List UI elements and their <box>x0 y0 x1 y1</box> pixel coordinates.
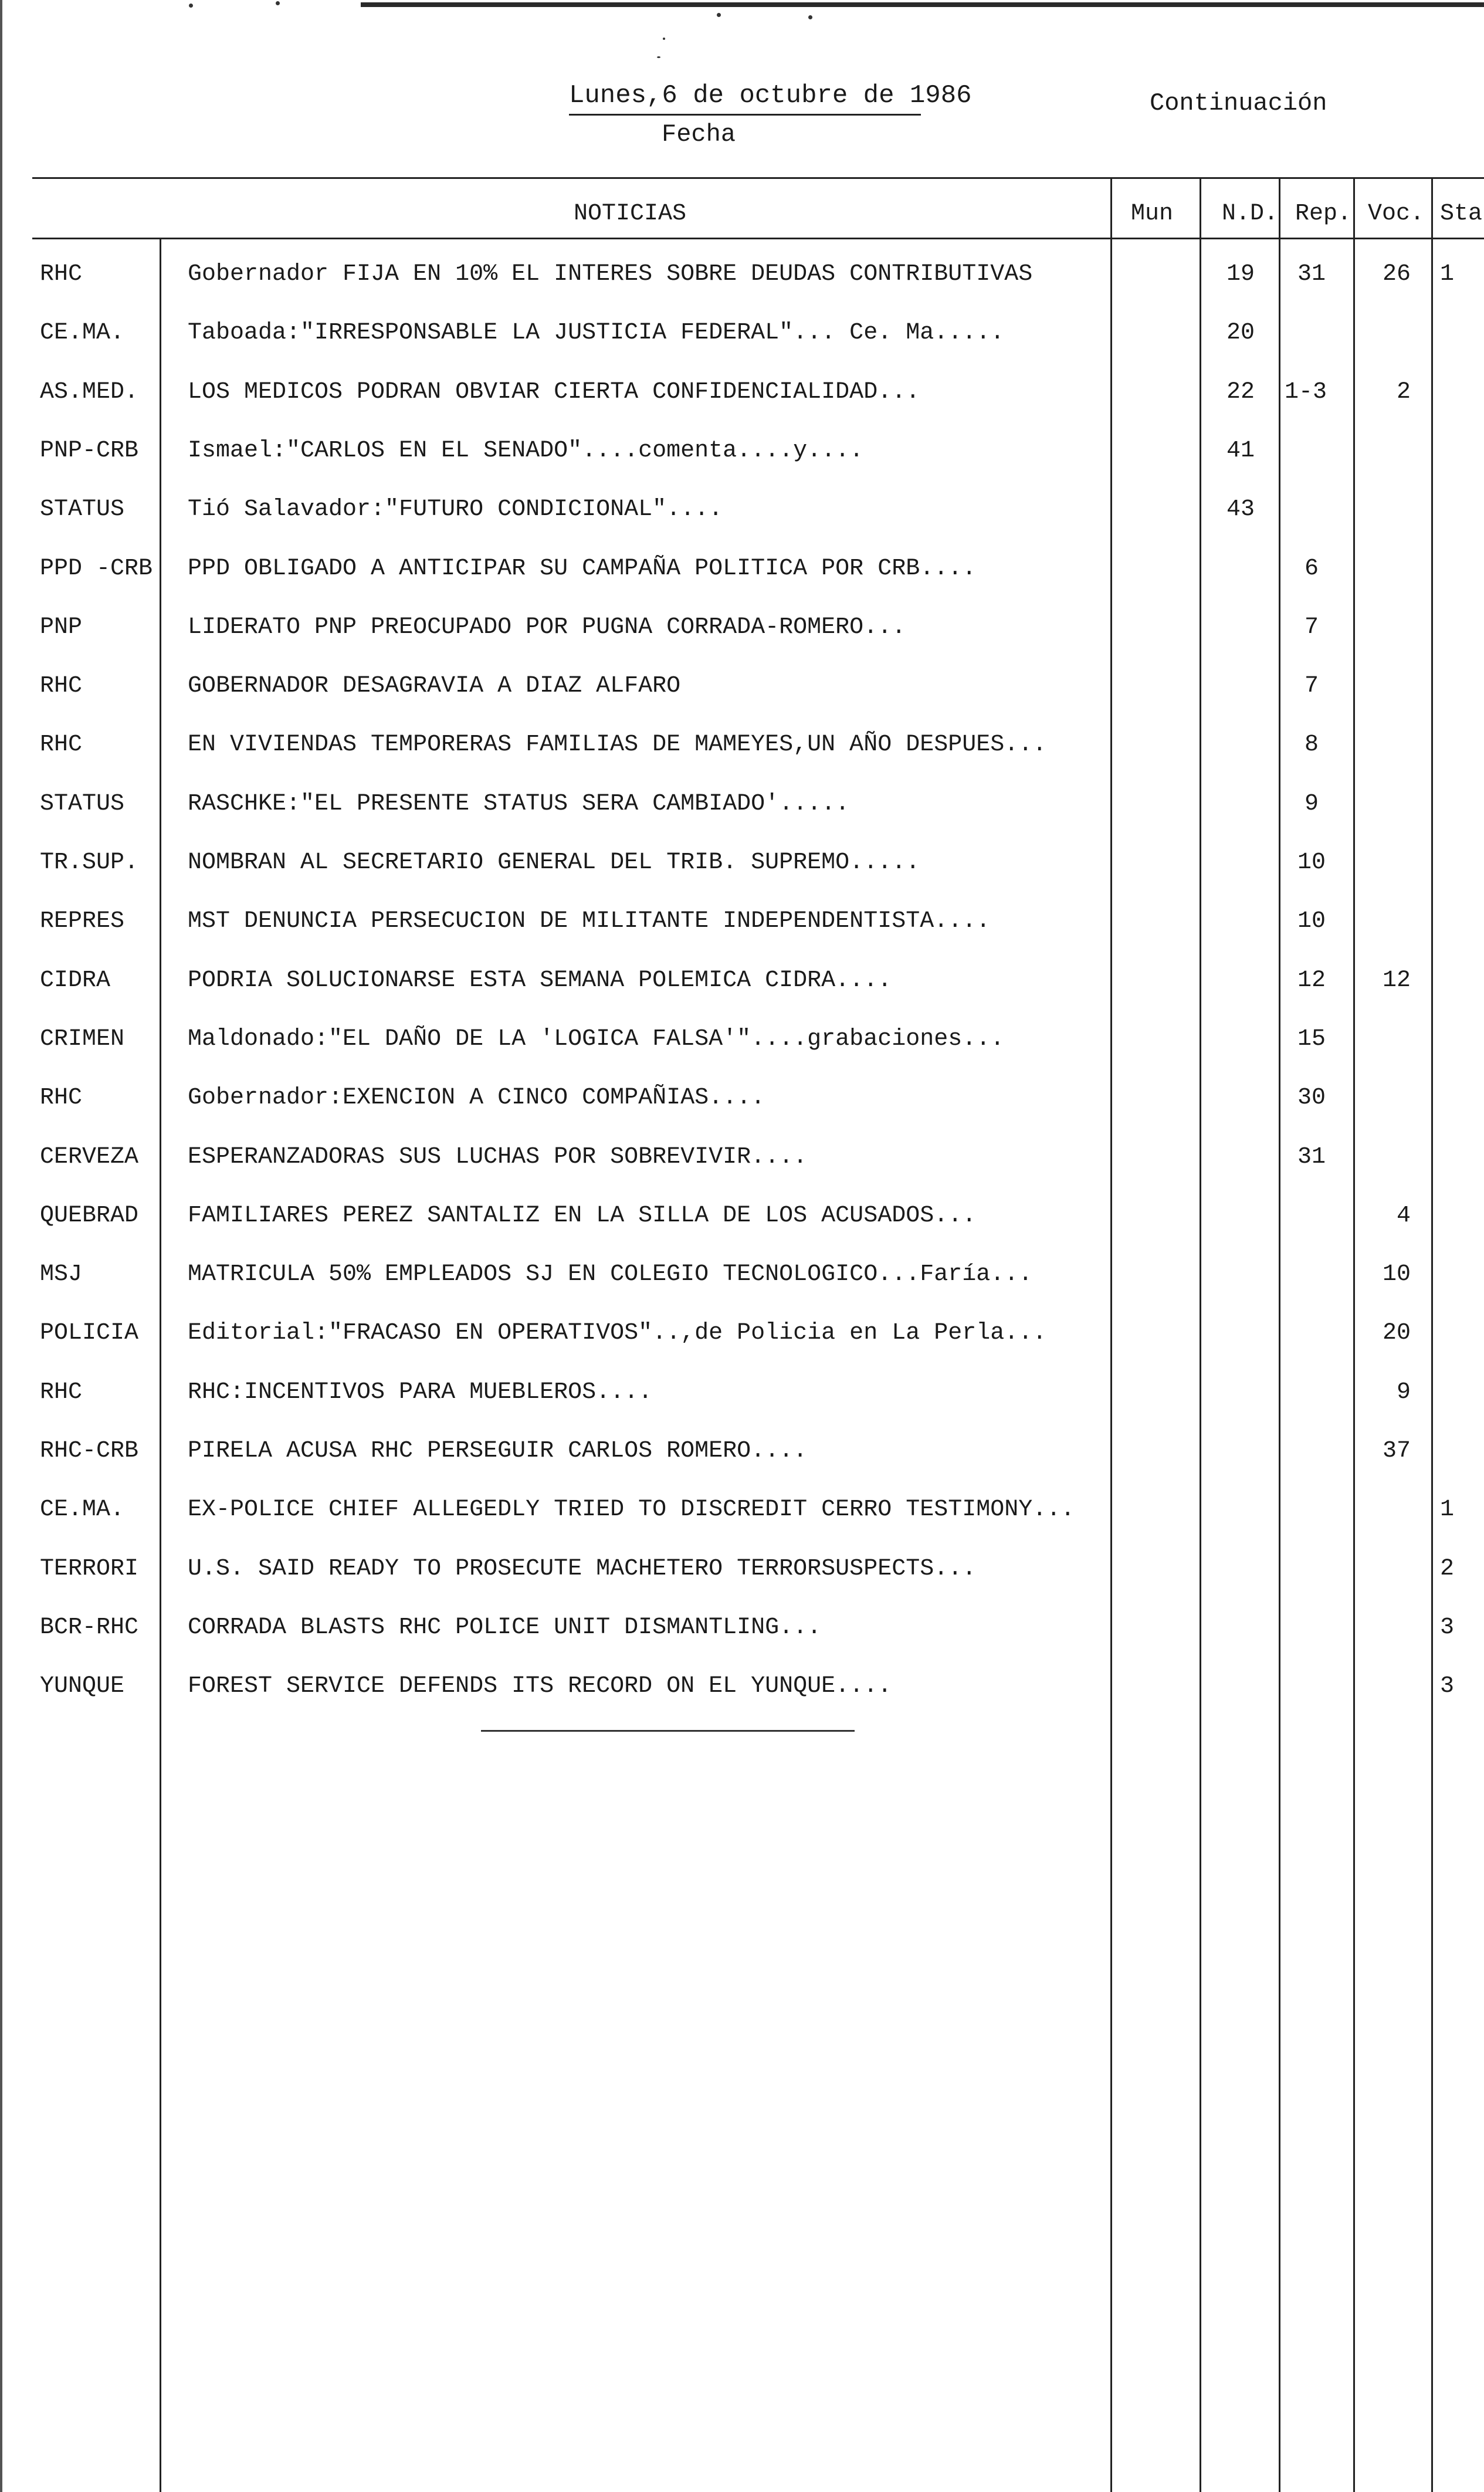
row-nd-value: 20 <box>1226 320 1255 346</box>
row-category: PNP <box>40 614 83 641</box>
mun-column-divider <box>1110 177 1112 2492</box>
row-category: RHC <box>40 261 83 287</box>
date-underline <box>569 114 921 116</box>
row-headline: Tió Salavador:"FUTURO CONDICIONAL".... <box>188 496 723 523</box>
row-headline: Ismael:"CARLOS EN EL SENADO"....comenta....y.... <box>188 438 864 464</box>
row-voc-value: 12 <box>1382 967 1411 994</box>
row-voc-value: 20 <box>1382 1320 1411 1346</box>
row-headline: PODRIA SOLUCIONARSE ESTA SEMANA POLEMICA CIDRA.... <box>188 967 892 994</box>
row-rep-value: 1-3 <box>1285 379 1327 405</box>
row-category: RHC <box>40 1085 83 1111</box>
row-sta-value: 3 <box>1440 1614 1455 1641</box>
row-headline: LIDERATO PNP PREOCUPADO POR PUGNA CORRADA-ROMERO... <box>188 614 906 641</box>
row-sta-value: 2 <box>1440 1556 1455 1582</box>
row-headline: ESPERANZADORAS SUS LUCHAS POR SOBREVIVIR.... <box>188 1144 808 1170</box>
row-headline: EX-POLICE CHIEF ALLEGEDLY TRIED TO DISCREDIT CERRO TESTIMONY... <box>188 1496 1075 1523</box>
left-edge-rule <box>0 0 2 2492</box>
row-nd-value: 19 <box>1226 261 1255 287</box>
scan-speck <box>717 13 721 17</box>
row-category: CE.MA. <box>40 1496 125 1523</box>
row-rep-value: 31 <box>1297 261 1326 287</box>
row-rep-value: 10 <box>1297 849 1326 876</box>
row-rep-value: 7 <box>1304 614 1319 641</box>
row-headline: CORRADA BLASTS RHC POLICE UNIT DISMANTLING... <box>188 1614 822 1641</box>
row-rep-value: 6 <box>1304 556 1319 582</box>
row-rep-value: 9 <box>1304 791 1319 817</box>
row-voc-value: 10 <box>1382 1261 1411 1288</box>
scan-speck <box>657 56 660 58</box>
column-header-nd: N.D. <box>1222 201 1279 227</box>
row-category: RHC-CRB <box>40 1438 139 1464</box>
row-category: AS.MED. <box>40 379 139 405</box>
row-category: CERVEZA <box>40 1144 139 1170</box>
row-nd-value: 22 <box>1226 379 1255 405</box>
row-voc-value: 2 <box>1396 379 1411 405</box>
row-sta-value: 1 <box>1440 261 1455 287</box>
scan-speck <box>663 38 665 40</box>
row-headline: NOMBRAN AL SECRETARIO GENERAL DEL TRIB. SUPREMO..... <box>188 849 920 876</box>
row-rep-value: 10 <box>1297 908 1326 934</box>
row-rep-value: 7 <box>1304 673 1319 699</box>
row-rep-value: 30 <box>1297 1085 1326 1111</box>
row-headline: RHC:INCENTIVOS PARA MUEBLEROS.... <box>188 1379 653 1406</box>
row-category: CE.MA. <box>40 320 125 346</box>
end-of-list-rule <box>481 1730 855 1732</box>
row-voc-value: 9 <box>1396 1379 1411 1406</box>
row-category: RHC <box>40 732 83 758</box>
row-category: PNP-CRB <box>40 438 139 464</box>
report-date: Lunes,6 de octubre de 1986 <box>569 81 972 110</box>
row-nd-value: 41 <box>1226 438 1255 464</box>
scan-speck <box>276 1 280 5</box>
row-headline: MATRICULA 50% EMPLEADOS SJ EN COLEGIO TECNOLOGICO...Faría... <box>188 1261 1033 1288</box>
row-category: POLICIA <box>40 1320 139 1346</box>
column-header-rep: Rep. <box>1295 201 1352 227</box>
row-headline: MST DENUNCIA PERSECUCION DE MILITANTE INDEPENDENTISTA.... <box>188 908 991 934</box>
rep-column-divider <box>1279 177 1280 2492</box>
row-headline: FAMILIARES PEREZ SANTALIZ EN LA SILLA DE LOS ACUSADOS... <box>188 1203 977 1229</box>
row-category: TERRORI <box>40 1556 139 1582</box>
row-category: PPD -CRB <box>40 556 153 582</box>
row-category: RHC <box>40 673 83 699</box>
row-category: BCR-RHC <box>40 1614 139 1641</box>
row-headline: EN VIVIENDAS TEMPORERAS FAMILIAS DE MAMEYES,UN AÑO DESPUES... <box>188 732 1047 758</box>
scan-speck <box>808 15 812 19</box>
row-voc-value: 26 <box>1382 261 1411 287</box>
row-category: TR.SUP. <box>40 849 139 876</box>
row-voc-value: 4 <box>1396 1203 1411 1229</box>
sta-column-divider <box>1431 177 1433 2492</box>
row-category: REPRES <box>40 908 125 934</box>
row-category: STATUS <box>40 496 125 523</box>
row-headline: FOREST SERVICE DEFENDS ITS RECORD ON EL YUNQUE.... <box>188 1673 892 1699</box>
row-voc-value: 37 <box>1382 1438 1411 1464</box>
column-header-mun: Mun <box>1131 201 1174 227</box>
row-nd-value: 43 <box>1226 496 1255 523</box>
row-rep-value: 8 <box>1304 732 1319 758</box>
row-headline: Editorial:"FRACASO EN OPERATIVOS"..,de Policia en La Perla... <box>188 1320 1047 1346</box>
row-headline: GOBERNADOR DESAGRAVIA A DIAZ ALFARO <box>188 673 681 699</box>
row-category: STATUS <box>40 791 125 817</box>
continuation-label: Continuación <box>1150 89 1327 117</box>
row-headline: U.S. SAID READY TO PROSECUTE MACHETERO TERRORSUSPECTS... <box>188 1556 977 1582</box>
row-headline: LOS MEDICOS PODRAN OBVIAR CIERTA CONFIDENCIALIDAD... <box>188 379 920 405</box>
row-category: MSJ <box>40 1261 83 1288</box>
column-header-voc: Voc. <box>1368 201 1425 227</box>
row-headline: Taboada:"IRRESPONSABLE LA JUSTICIA FEDERAL"... Ce. Ma..... <box>188 320 1005 346</box>
row-category: CIDRA <box>40 967 111 994</box>
top-edge-rule <box>361 2 1484 7</box>
row-category: YUNQUE <box>40 1673 125 1699</box>
category-column-divider <box>160 238 161 2492</box>
row-headline: PIRELA ACUSA RHC PERSEGUIR CARLOS ROMERO.... <box>188 1438 808 1464</box>
row-category: CRIMEN <box>40 1026 125 1052</box>
row-headline: Maldonado:"EL DAÑO DE LA 'LOGICA FALSA'"....grabaciones... <box>188 1026 1005 1052</box>
date-label: Fecha <box>662 120 736 148</box>
table-header-rule <box>32 238 1484 239</box>
row-rep-value: 15 <box>1297 1026 1326 1052</box>
column-header-sta: Sta <box>1440 201 1483 227</box>
row-headline: Gobernador FIJA EN 10% EL INTERES SOBRE DEUDAS CONTRIBUTIVAS <box>188 261 1033 287</box>
nd-column-divider <box>1200 177 1201 2492</box>
row-category: QUEBRAD <box>40 1203 139 1229</box>
row-rep-value: 31 <box>1297 1144 1326 1170</box>
row-sta-value: 1 <box>1440 1496 1455 1523</box>
row-headline: RASCHKE:"EL PRESENTE STATUS SERA CAMBIADO'..... <box>188 791 850 817</box>
row-rep-value: 12 <box>1297 967 1326 994</box>
scan-speck <box>189 4 193 8</box>
table-top-rule <box>32 177 1484 179</box>
row-category: RHC <box>40 1379 83 1406</box>
row-headline: PPD OBLIGADO A ANTICIPAR SU CAMPAÑA POLITICA POR CRB.... <box>188 556 977 582</box>
row-headline: Gobernador:EXENCION A CINCO COMPAÑIAS.... <box>188 1085 765 1111</box>
row-sta-value: 3 <box>1440 1673 1455 1699</box>
column-header-noticias: NOTICIAS <box>574 201 687 227</box>
